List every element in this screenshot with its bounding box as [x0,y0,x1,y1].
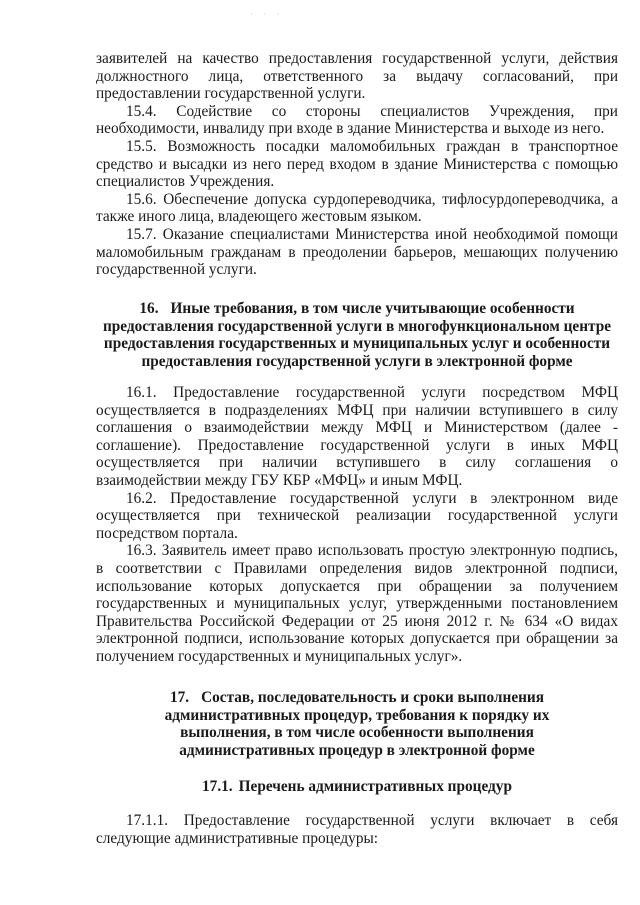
section-16-number: 16. [139,300,159,317]
section-17-heading [96,689,618,759]
paragraph-15-7: 15.7. Оказание специалистами Министерства иной необходимой помощи маломобильным гражданам в преодолении барьеров, мешающих получению государственной услуги. [96,225,618,279]
section-17-1-number: 17.1. [202,778,233,795]
paragraph-15-3-tail: заявителей на качество предоставления государственной услуги, действия должностного лица, ответственного за выдачу согласований, при предоставлении государственной услуги. [96,50,618,103]
section-17-number: 17. [169,689,190,706]
section-17-1-title: Перечень административных процедур [238,778,512,795]
block-17-1 [96,812,618,847]
section-16-heading [96,300,618,370]
paragraph-17-1-1: 17.1.1. Предоставление государственной услуги включает в себя следующие административные процедуры: [96,812,618,847]
paragraph-15-4: 15.4. Содействие со стороны специалистов Учреждения, при необходимости, инвалиду при входе в здание Министерства и выходе из него. [96,102,618,138]
section-16-title: Иные требования, в том числе учитывающие особенности предоставления государственной услуги в многофункциональном центре предоставления государственных и муниципальных услуг и особенности предоставления государственной услуги в электронной форме [102,300,612,370]
block-15 [96,50,618,279]
block-16 [96,384,618,666]
paragraph-15-5: 15.5. Возможность посадки маломобильных граждан в транспортное средство и высадки из него перед входом в здание Министерства с помощью специалистов Учреждения. [96,137,618,191]
section-17-title: Состав, последовательность и сроки выполнения административных процедур, требования к порядку их выполнения, в том числе особенности выполнения административных процедур в электронной форме [164,689,550,759]
paragraph-16-1: 16.1. Предоставление государственной услуги посредством МФЦ осуществляется в подразделениях МФЦ при наличии вступившего в силу соглашения о взаимодействии между МФЦ и Министерством (далее - соглашение). Предоставление государственной услуги в иных МФЦ осуществляется при наличии вступившего в силу соглашения о взаимодействии между ГБУ КБР «МФЦ» и иным МФЦ. [96,384,618,489]
scan-artifact: · · · [250,9,284,19]
section-17-1-heading [96,778,618,796]
paragraph-16-3: 16.3. Заявитель имеет право использовать простую электронную подпись, в соответствии с Правилами определения видов электронной подписи, использование которых допускается при обращении за получением государственных и муниципальных услуг, утвержденными постановлением Правительства Российской Федерации от 25 июня 2012 г. № 634 «О видах электронной подписи, использование которых допускается при обращении за получением государственных и муниципальных услуг». [96,542,618,665]
paragraph-16-2: 16.2. Предоставление государственной услуги в электронном виде осуществляется при технической реализации государственной услуги посредством портала. [96,489,618,542]
paragraph-15-6: 15.6. Обеспечение допуска сурдопереводчика, тифлосурдопереводчика, а также иного лица, владеющего жестовым языком. [96,190,618,226]
